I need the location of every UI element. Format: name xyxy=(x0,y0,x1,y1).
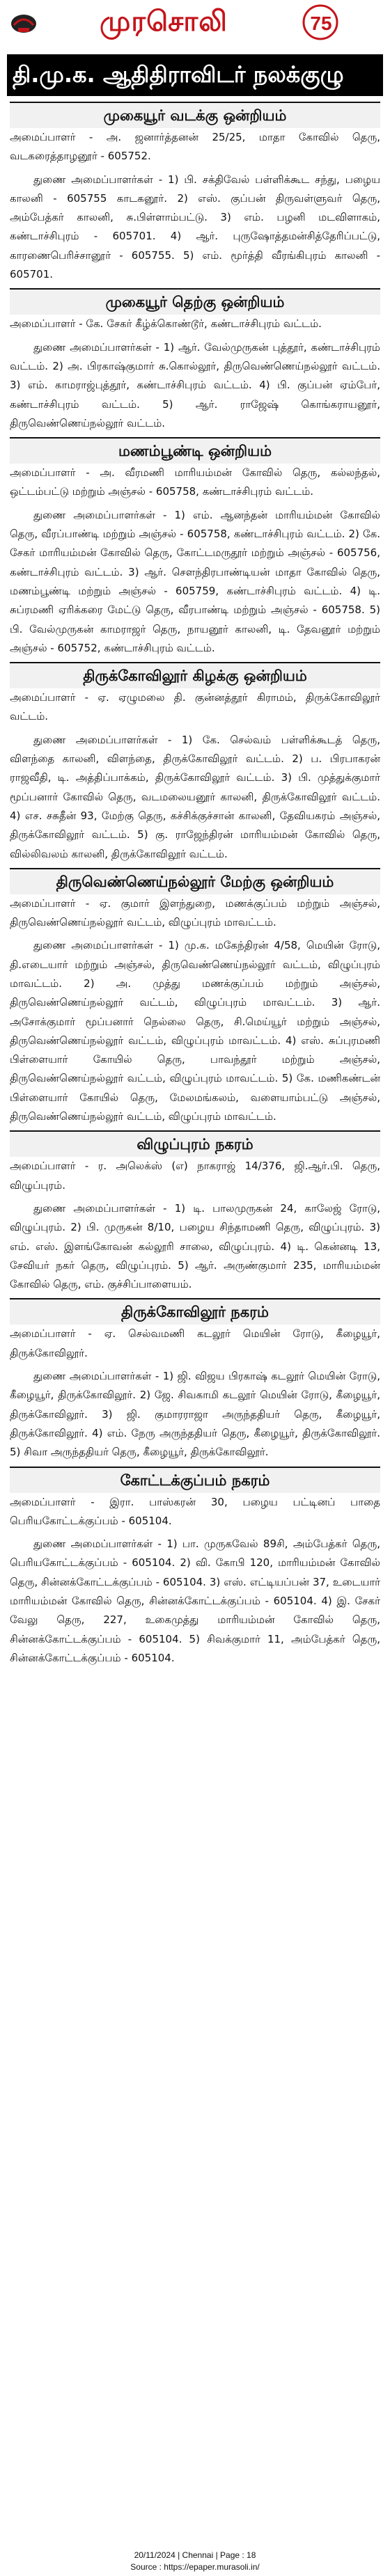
organizer-para: அமைப்பாளர் - ஏ. செல்வமணி கடலூர் மெயின் ரோடு, கீழையூர், திருக்கோவிலூர். xyxy=(10,1327,380,1359)
headline: தி.மு.க. ஆதிதிராவிடர் நலக்குழு xyxy=(13,61,344,88)
anniversary-number: 75 xyxy=(310,13,332,34)
section-kottakuppam-town xyxy=(10,1467,380,1668)
page-footer xyxy=(0,2550,390,2576)
section-heading: முகையூர் வடக்கு ஒன்றியம் xyxy=(10,102,380,128)
deputy-organizers-para: துணை அமைப்பாளர்கள் - 1) டி. பாலமுருகன் 24, காலேஜ் ரோடு, விழுப்புரம். 2) பி. முருகன் 8/10, பழைய சிந்தாமணி தெரு, விழுப்புரம். 3) எம். எஸ். இளங்கோவன் கல்லூரி சாலை, விழுப்புரம். 4) டி. கென்னடி 13, சேவியர் நகர் தெரு, விழுப்புரம். 5) ஆர். அருண்குமார் 235, மாரியம்மன் கோவில் தெரு, எம். குச்சிப்பாளையம். xyxy=(10,1201,380,1291)
section-mukaiyur-south xyxy=(10,288,380,433)
section-tirukovilur-east xyxy=(10,662,380,864)
anniversary-75-badge xyxy=(299,3,348,42)
organizer-para: அமைப்பாளர் - ர. அலெக்ஸ் (எ) நாகராஜ் 14/376, ஜி.ஆர்.பி. தெரு, விழுப்புரம். xyxy=(10,1160,380,1192)
section-mukaiyur-north xyxy=(10,102,380,284)
footer-date-line: 20/11/2024 | Chennai | Page : 18 xyxy=(134,2550,256,2560)
deputy-organizers-para: துணை அமைப்பாளர்கள் - 1) ஆர். வேல்முருகன் புத்தூர், கண்டாச்சிபுரம் வட்டம். 2) அ. பிரகாஷ்குமார் சு.கொல்லூர், திருவெண்ணெய்நல்லூர் வட்டம். 3) எம். காமராஜ்புத்தூர், கண்டாச்சிபுரம் வட்டம். 4) பி. குப்பன் ஏம்பேர், கண்டாச்சிபுரம் வட்டம். 5) ஆர். ராஜேஷ் கொங்கராயனூர், திருவெண்ணெய்நல்லூர் வட்டம். xyxy=(10,340,380,429)
masthead-logo[interactable] xyxy=(49,6,279,40)
section-heading: மணம்பூண்டி ஒன்றியம் xyxy=(10,437,380,464)
party-emblem-icon xyxy=(7,10,40,36)
organizer-para: அமைப்பாளர் - இரா. பாஸ்கரன் 30, பழைய பட்டினப் பாதை பெரியகோட்டக்குப்பம் - 605104. xyxy=(10,1495,380,1527)
section-manampoondi xyxy=(10,437,380,658)
section-heading: திருக்கோவிலூர் நகரம் xyxy=(10,1298,380,1325)
masthead-logo-text: முரசொலி xyxy=(100,5,228,38)
section-villupuram-town xyxy=(10,1130,380,1294)
organizer-para: அமைப்பாளர் - ஏ. ஏழுமலை தி. குன்னத்தூர் கிராமம், திருக்கோவிலூர் வட்டம். xyxy=(10,691,380,723)
section-heading: திருவெண்ணெய்நல்லூர் மேற்கு ஒன்றியம் xyxy=(10,868,380,894)
masthead xyxy=(0,0,390,46)
deputy-organizers-para: துணை அமைப்பாளர்கள் - 1) மு.க. மகேந்திரன் 4/58, மெயின் ரோடு, தி.எடையார் மற்றும் அஞ்சல், திருவெண்ணெய்நல்லூர் வட்டம், விழுப்புரம் மாவட்டம். 2) அ. முத்து மணக்குப்பம் மற்றும் அஞ்சல், திருவெண்ணெய்நல்லூர் வட்டம், விழுப்புரம் மாவட்டம். 3) ஆர். அசோக்குமார் மூப்பனார் நெல்லை தெரு, சி.மெய்யூர் மற்றும் அஞ்சல், திருவெண்ணெய்நல்லூர் வட்டம், விழுப்புரம் மாவட்டம். 4) எஸ். சுப்புரமணி பிள்ளையார் கோயில் தெரு, பாவந்தூர் மற்றும் அஞ்சல், திருவெண்ணெய்நல்லூர் வட்டம், விழுப்புரம் மாவட்டம். 5) கே. மணிகண்டன் பிள்ளையார் கோயில் தெரு, மேலமங்கலம், வளையாம்பட்டு அஞ்சல், திருவெண்ணெய்நல்லூர் வட்டம், விழுப்புரம் மாவட்டம். xyxy=(10,939,380,1123)
deputy-organizers-para: துணை அமைப்பாளர்கள் - 1) எம். ஆனந்தன் மாரியம்மன் கோவில் தெரு, வீரப்பாண்டி மற்றும் அஞ்சல் - 605758, கண்டாச்சிபுரம் வட்டம். 2) கே. சேகர் மாரியம்மன் கோவில் தெரு, கோட்டமருதூர் மற்றும் அஞ்சல் - 605756, கண்டாச்சிபுரம் வட்டம். 3) ஆர். சௌந்திரபாண்டியன் மாதா கோவில் தெரு, மணம்பூண்டி மற்றும் அஞ்சல் - 605759, கண்டாச்சிபுரம் வட்டம். 4) டி. சுப்ரமணி ஏரிக்கரை மேட்டு தெரு, வீரபாண்டி மற்றும் அஞ்சல் - 605758. 5) பி. வேல்முருகன் காமராஜர் தெரு, நாயனூர் காலனி, டி. தேவனூர் மற்றும் அஞ்சல் - 605752, கண்டாச்சிபுரம் வட்டம். xyxy=(10,508,380,654)
section-heading: விழுப்புரம் நகரம் xyxy=(10,1130,380,1157)
footer-source-link[interactable]: Source : https://epaper.murasoli.in/ xyxy=(130,2562,260,2572)
section-heading: திருக்கோவிலூர் கிழக்கு ஒன்றியம் xyxy=(10,662,380,688)
headline-bar xyxy=(7,54,383,96)
organizer-para: அமைப்பாளர் - அ. ஜனார்த்தனன் 25/25, மாதா கோவில் தெரு, வடகரைத்தாழனூர் - 605752. xyxy=(10,131,380,163)
section-tirukovilur-town xyxy=(10,1298,380,1462)
deputy-organizers-para: துணை அமைப்பாளர்கள் - 1) பி. சக்திவேல் பள்ளிக்கூட சந்து, பழைய காலனி - 605755 காடகனூர். 2) எஸ். குப்பன் திருவள்ளுவர் தெரு, அம்பேத்கர் காலனி, சு.பிள்ளாம்பட்டு. 3) எம். பழனி மடவிளாகம், கண்டாச்சிபுரம் - 605701. 4) ஆர். புருஷோத்தமன்சித்தேரிப்பட்டு, காரணைபெரிச்சானூர் - 605755. 5) எம். மூர்த்தி வீரங்கிபுரம் காலனி - 605701. xyxy=(10,173,380,281)
organizer-para: அமைப்பாளர் - கே. சேகர் கீழ்க்கொண்டூர், கண்டாச்சிபுரம் வட்டம். xyxy=(10,317,322,331)
section-heading: முகையூர் தெற்கு ஒன்றியம் xyxy=(10,288,380,315)
section-tiruvennainallur-west xyxy=(10,868,380,1127)
deputy-organizers-para: துணை அமைப்பாளர்கள் - 1) கே. செல்வம் பள்ளிக்கூடத் தெரு, விளந்தை காலனி, விளந்தை, திருக்கோவிலூர் வட்டம். 2) ப. பிரபாகரன் ராஜவீதி, டி. அத்திப்பாக்கம், திருக்கோவிலூர் வட்டம். 3) பி. முத்துக்குமார் மூப்பனார் கோவில் தெரு, வடமலையனூர் காலனி, திருக்கோவிலூர் வட்டம். 4) எச. சசுதீன் 93, மேற்கு தெரு, கச்சிக்குச்சான் காலனி, தேவியகரம் அஞ்சல், திருக்கோவிலூர் வட்டம். 5) கு. ராஜேந்திரன் மாரியம்மன் கோவில் தெரு, வில்லிவலம் காலனி, திருக்கோவிலூர் வட்டம். xyxy=(10,733,380,860)
section-heading: கோட்டக்குப்பம் நகரம் xyxy=(10,1467,380,1493)
deputy-organizers-para: துணை அமைப்பாளர்கள் - 1) ஜி. விஜய பிரகாஷ் கடலூர் மெயின் ரோடு, கீழையூர், திருக்கோவிலூர். 2) ஜே. சிவகாமி கடலூர் மெயின் ரோடு, கீழையூர், திருக்கோவிலூர். 3) ஜி. குமாரராஜா அருந்ததியர் தெரு, கீழையூர், திருக்கோவிலூர். 4) எம். நேரு அருந்ததியர் தெரு, கீழையூர், திருக்கோவிலூர். 5) சிவா அருந்ததியர் தெரு, கீழையூர், திருக்கோவிலூர். xyxy=(10,1370,380,1459)
organizer-para: அமைப்பாளர் - ஏ. குமார் இளந்துறை, மணக்குப்பம் மற்றும் அஞ்சல், திருவெண்ணெய்நல்லூர் வட்டம், விழுப்புரம் மாவட்டம். xyxy=(10,896,380,929)
article-body xyxy=(10,102,380,2548)
deputy-organizers-para: துணை அமைப்பாளர்கள் - 1) பா. முருகவேல் 89சி, அம்பேத்கர் தெரு, பெரியகோட்டக்குப்பம் - 605104. 2) வி. கோபி 120, மாரியம்மன் கோவில் தெரு, சின்னக்கோட்டக்குப்பம் - 605104. 3) எஸ். எட்டியப்பன் 37, உடையார் மாரியம்மன் கோவில் தெரு, சின்னக்கோட்டக்குப்பம் - 605104. 4) இ. சேகர் வேலு தெரு, 227, உகைமுத்து மாரியம்மன் கோவில் தெரு, சின்னக்கோட்டக்குப்பம் - 605104. 5) சிவக்குமார் 11, அம்பேத்கர் தெரு, சின்னக்கோட்டக்குப்பம் - 605104. xyxy=(10,1538,380,1664)
organizer-para: அமைப்பாளர் - அ. வீரமணி மாரியம்மன் கோவில் தெரு, கல்லந்தல், ஒட்டம்பட்டு மற்றும் அஞ்சல் - 605758, கண்டாச்சிபுரம் வட்டம். xyxy=(10,466,380,498)
